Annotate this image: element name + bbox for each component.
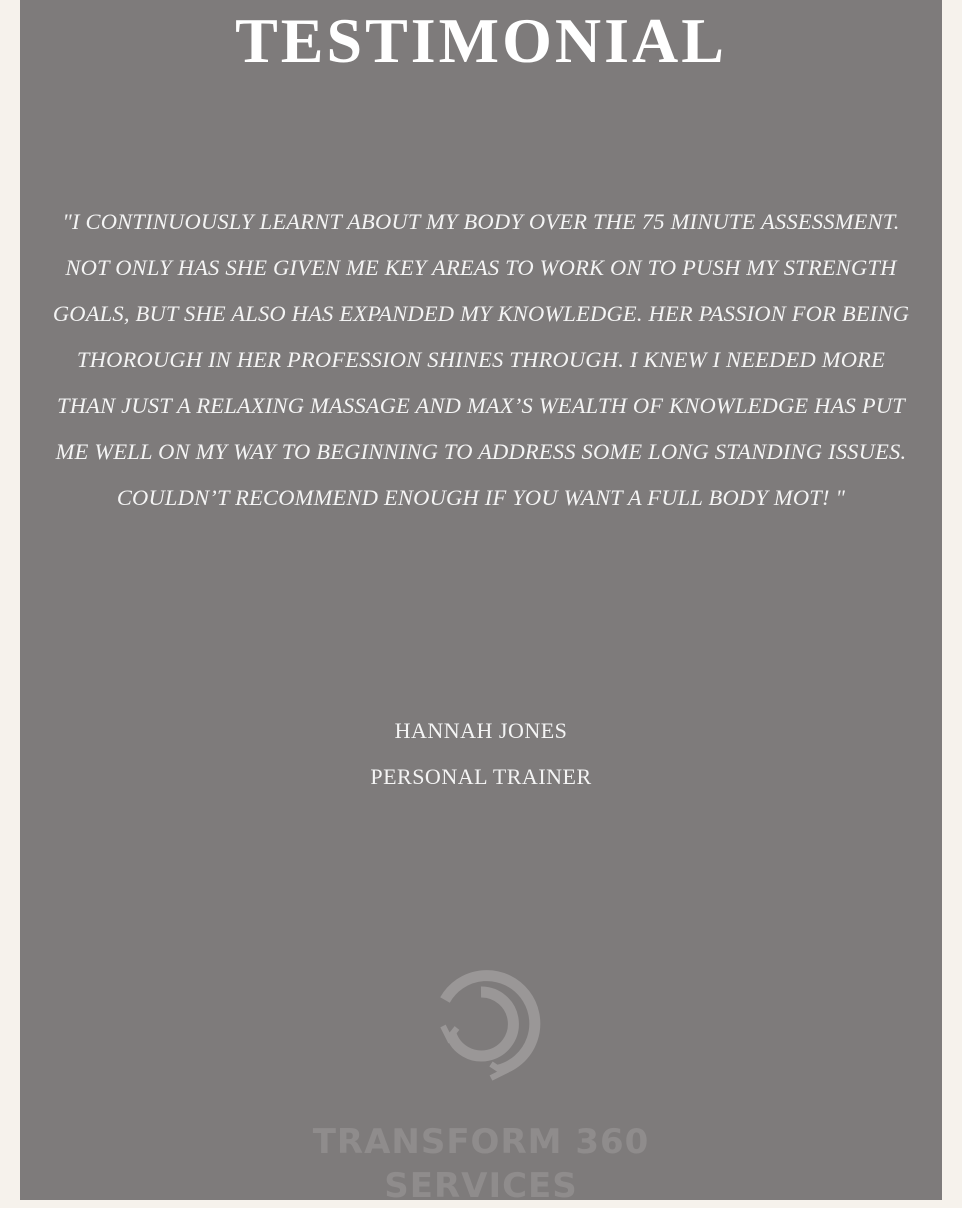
author-name: HANNAH JONES (394, 718, 568, 743)
testimonial-author (0, 708, 962, 800)
circular-arrows-logo-icon (421, 964, 541, 1084)
brand-line-2: SERVICES (384, 1166, 578, 1206)
brand-line-1: TRANSFORM 360 (312, 1122, 650, 1162)
page-title: TESTIMONIAL (235, 5, 727, 76)
author-role: PERSONAL TRAINER (370, 764, 592, 789)
brand-name (0, 1120, 962, 1208)
testimonial-quote: "I CONTINUOUSLY LEARNT ABOUT MY BODY OVER THE 75 MINUTE ASSESSMENT. NOT ONLY HAS SHE GIVEN ME KEY AREAS TO WORK ON TO PUSH MY STRENGTH GOALS, BUT SHE ALSO HAS EXPANDED MY KNOWLEDGE. HER PASSION FOR BEING THOROUGH IN HER PROFESSION SHINES THROUGH. I KNEW I NEEDED MORE THAN JUST A RELAXING MASSAGE AND MAX’S WEALTH OF KNOWLEDGE HAS PUT ME WELL ON MY WAY TO BEGINNING TO ADDRESS SOME LONG STANDING ISSUES. COULDN’T RECOMMEND ENOUGH IF YOU WANT A FULL BODY MOT! " (52, 209, 910, 510)
